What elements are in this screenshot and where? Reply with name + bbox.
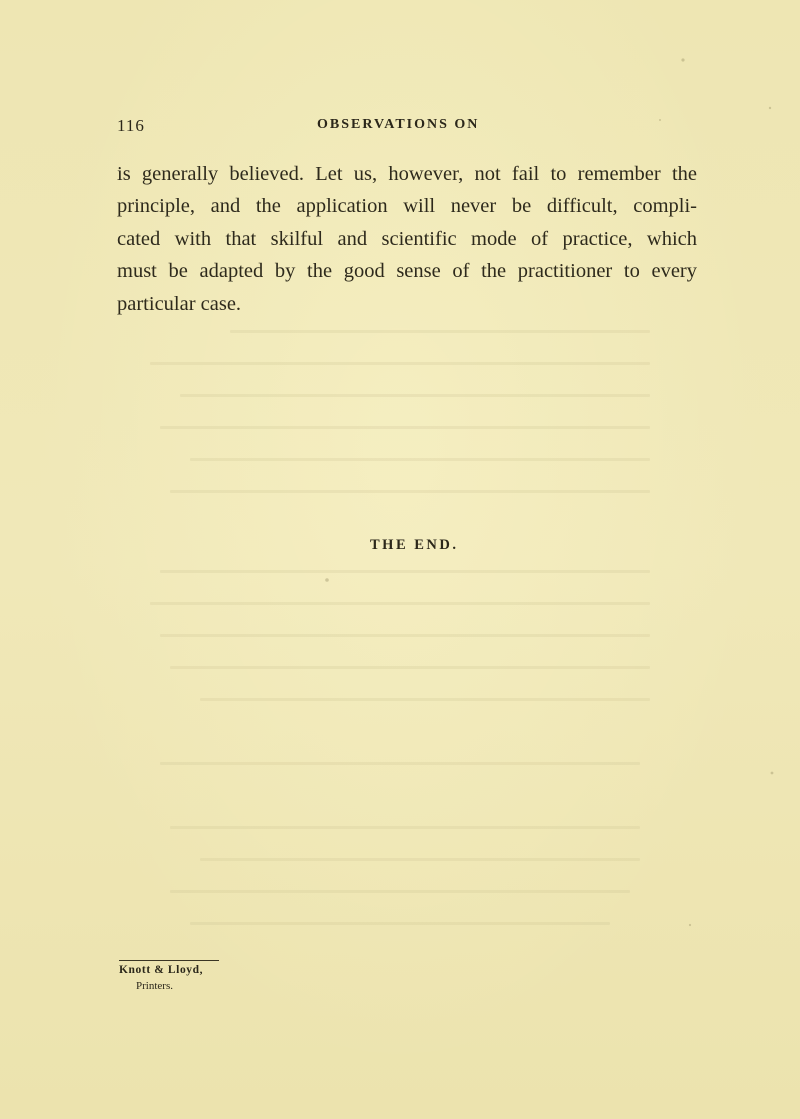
printer-name: Knott & Lloyd, [119, 964, 204, 976]
text-line: must be adapted by the good sense of the practitioner to every [117, 260, 697, 283]
the-end-heading: THE END. [370, 537, 459, 553]
body-paragraph [117, 158, 697, 320]
printer-role: Printers. [136, 980, 173, 992]
text-line: particular case. [117, 292, 242, 315]
running-head [117, 116, 697, 140]
text-line: cated with that skilful and scientific mode of practice, which [117, 227, 697, 250]
text-line: principle, and the application will never be difficult, compli- [117, 195, 697, 218]
page-number: 116 [117, 116, 145, 135]
text-line: is generally believed. Let us, however, not fail to remember the [117, 163, 697, 185]
running-head-title: OBSERVATIONS ON [317, 117, 480, 132]
imprint-rule [119, 960, 219, 961]
